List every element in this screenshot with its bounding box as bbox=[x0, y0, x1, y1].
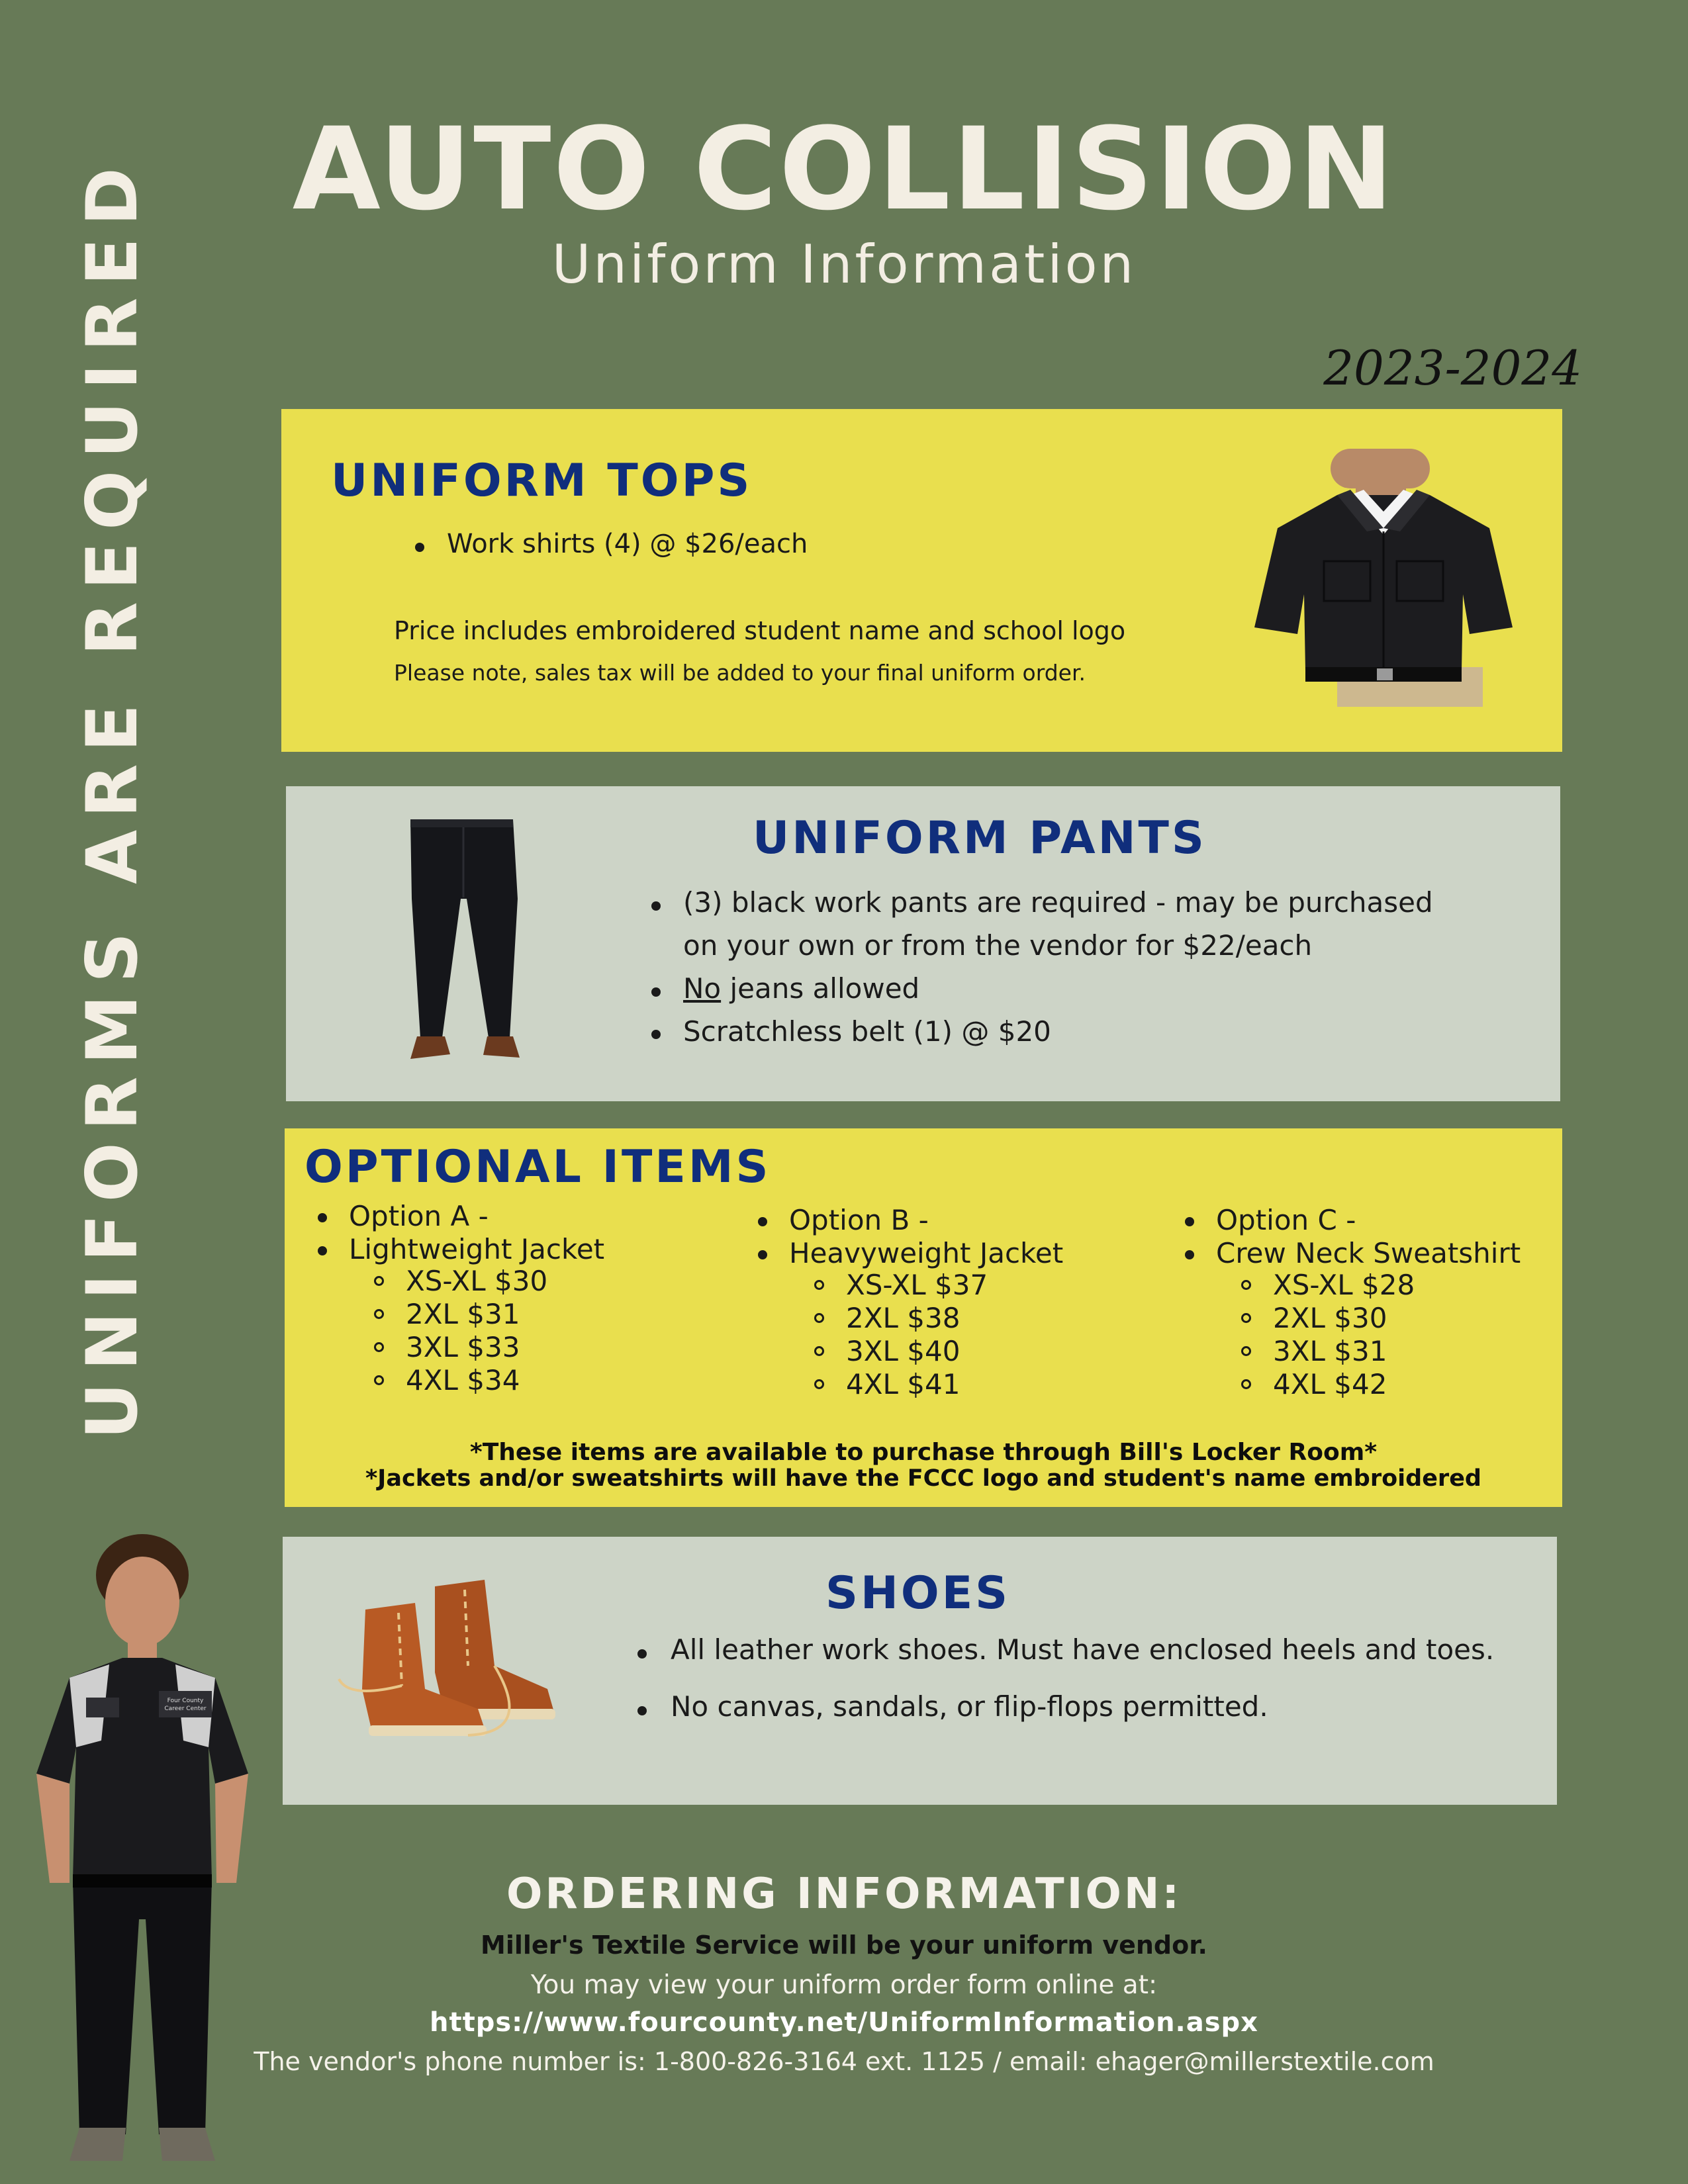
work-shirts-item: Work shirts (4) @ $26/each bbox=[447, 529, 808, 559]
shoes-requirement: All leather work shoes. Must have enclosed heels and toes. bbox=[671, 1633, 1495, 1666]
shoes-heading: SHOES bbox=[825, 1567, 1011, 1619]
option-b-label: Option B - bbox=[789, 1204, 929, 1236]
bullet-icon bbox=[1185, 1217, 1194, 1226]
option-c-price: XS-XL $28 bbox=[1273, 1269, 1415, 1301]
no-jeans-item bbox=[683, 972, 920, 1005]
pants-requirement-line2: on your own or from the vendor for $22/each bbox=[683, 929, 1313, 962]
option-c-price: 2XL $30 bbox=[1273, 1302, 1387, 1334]
circle-bullet-icon bbox=[374, 1309, 384, 1319]
order-form-link[interactable]: https://www.fourcounty.net/UniformInformation.aspx bbox=[430, 2007, 1258, 2038]
option-b-price: 3XL $40 bbox=[846, 1335, 961, 1367]
bullet-icon bbox=[758, 1217, 767, 1226]
work-shirt-icon bbox=[1251, 449, 1516, 707]
svg-text:Career Center: Career Center bbox=[164, 1706, 207, 1712]
option-a-price: 2XL $31 bbox=[406, 1298, 520, 1330]
option-b-price: 4XL $41 bbox=[846, 1368, 961, 1400]
circle-bullet-icon bbox=[814, 1280, 824, 1290]
option-c-name: Crew Neck Sweatshirt bbox=[1216, 1237, 1521, 1269]
vendor-contact-line: The vendor's phone number is: 1-800-826-3164 ext. 1125 / email: ehager@millerstextile.com bbox=[254, 2047, 1434, 2076]
bullet-icon bbox=[415, 543, 424, 552]
option-a-label: Option A - bbox=[349, 1200, 489, 1232]
option-a-price: 4XL $34 bbox=[406, 1364, 520, 1396]
option-a-price: XS-XL $30 bbox=[406, 1265, 548, 1297]
option-a-name: Lightweight Jacket bbox=[349, 1233, 605, 1265]
uniform-pants-heading: UNIFORM PANTS bbox=[753, 812, 1207, 864]
option-b-price: XS-XL $37 bbox=[846, 1269, 988, 1301]
optional-items-heading: OPTIONAL ITEMS bbox=[305, 1141, 771, 1193]
uniform-tops-heading: UNIFORM TOPS bbox=[331, 455, 753, 507]
page-title: AUTO COLLISION bbox=[292, 103, 1396, 236]
locker-room-note: *These items are available to purchase through Bill's Locker Room* bbox=[469, 1439, 1378, 1466]
circle-bullet-icon bbox=[1241, 1280, 1251, 1290]
option-b-name: Heavyweight Jacket bbox=[789, 1237, 1064, 1269]
uniform-pants-panel bbox=[286, 786, 1560, 1101]
school-year-label: 2023-2024 bbox=[1323, 340, 1582, 396]
no-jeans-text: jeans allowed bbox=[721, 972, 920, 1005]
circle-bullet-icon bbox=[374, 1276, 384, 1286]
uniforms-required-banner: UNIFORMS ARE REQUIRED bbox=[71, 156, 153, 1439]
work-pants-icon bbox=[404, 819, 523, 1064]
bullet-icon bbox=[651, 987, 661, 997]
work-boots-icon bbox=[336, 1573, 561, 1739]
option-a-price: 3XL $33 bbox=[406, 1331, 520, 1363]
uniform-tops-panel bbox=[281, 409, 1562, 752]
shoes-prohibited: No canvas, sandals, or flip-flops permitted. bbox=[671, 1690, 1268, 1723]
option-c-price: 4XL $42 bbox=[1273, 1368, 1387, 1400]
circle-bullet-icon bbox=[1241, 1313, 1251, 1323]
bullet-icon bbox=[651, 901, 661, 911]
bullet-icon bbox=[651, 1030, 661, 1039]
optional-items-panel bbox=[285, 1128, 1562, 1507]
order-form-line: You may view your uniform order form online at: bbox=[530, 1970, 1158, 2000]
circle-bullet-icon bbox=[1241, 1346, 1251, 1356]
circle-bullet-icon bbox=[374, 1342, 384, 1352]
circle-bullet-icon bbox=[1241, 1379, 1251, 1389]
page-subtitle: Uniform Information bbox=[551, 234, 1137, 295]
bullet-icon bbox=[637, 1649, 647, 1659]
belt-item: Scratchless belt (1) @ $20 bbox=[683, 1015, 1051, 1048]
option-c-price: 3XL $31 bbox=[1273, 1335, 1387, 1367]
ordering-heading: ORDERING INFORMATION: bbox=[506, 1870, 1182, 1919]
option-b-price: 2XL $38 bbox=[846, 1302, 961, 1334]
circle-bullet-icon bbox=[814, 1313, 824, 1323]
bullet-icon bbox=[318, 1246, 327, 1255]
pants-requirement-line1: (3) black work pants are required - may be purchased bbox=[683, 886, 1433, 919]
circle-bullet-icon bbox=[814, 1346, 824, 1356]
circle-bullet-icon bbox=[374, 1375, 384, 1385]
bullet-icon bbox=[637, 1706, 647, 1715]
option-c-label: Option C - bbox=[1216, 1204, 1356, 1236]
bullet-icon bbox=[318, 1213, 327, 1222]
sales-tax-note: Please note, sales tax will be added to your final uniform order. bbox=[394, 660, 1086, 686]
svg-text:Four County: Four County bbox=[167, 1698, 204, 1704]
vendor-line: Miller's Textile Service will be your uniform vendor. bbox=[481, 1931, 1207, 1960]
bullet-icon bbox=[1185, 1250, 1194, 1259]
no-jeans-emphasis: No bbox=[683, 972, 722, 1005]
circle-bullet-icon bbox=[814, 1379, 824, 1389]
bullet-icon bbox=[758, 1250, 767, 1259]
embroidery-note: *Jackets and/or sweatshirts will have the FCCC logo and student's name embroidered bbox=[365, 1465, 1481, 1492]
shoes-panel bbox=[283, 1537, 1557, 1805]
embroidery-note: Price includes embroidered student name and school logo bbox=[394, 616, 1126, 645]
